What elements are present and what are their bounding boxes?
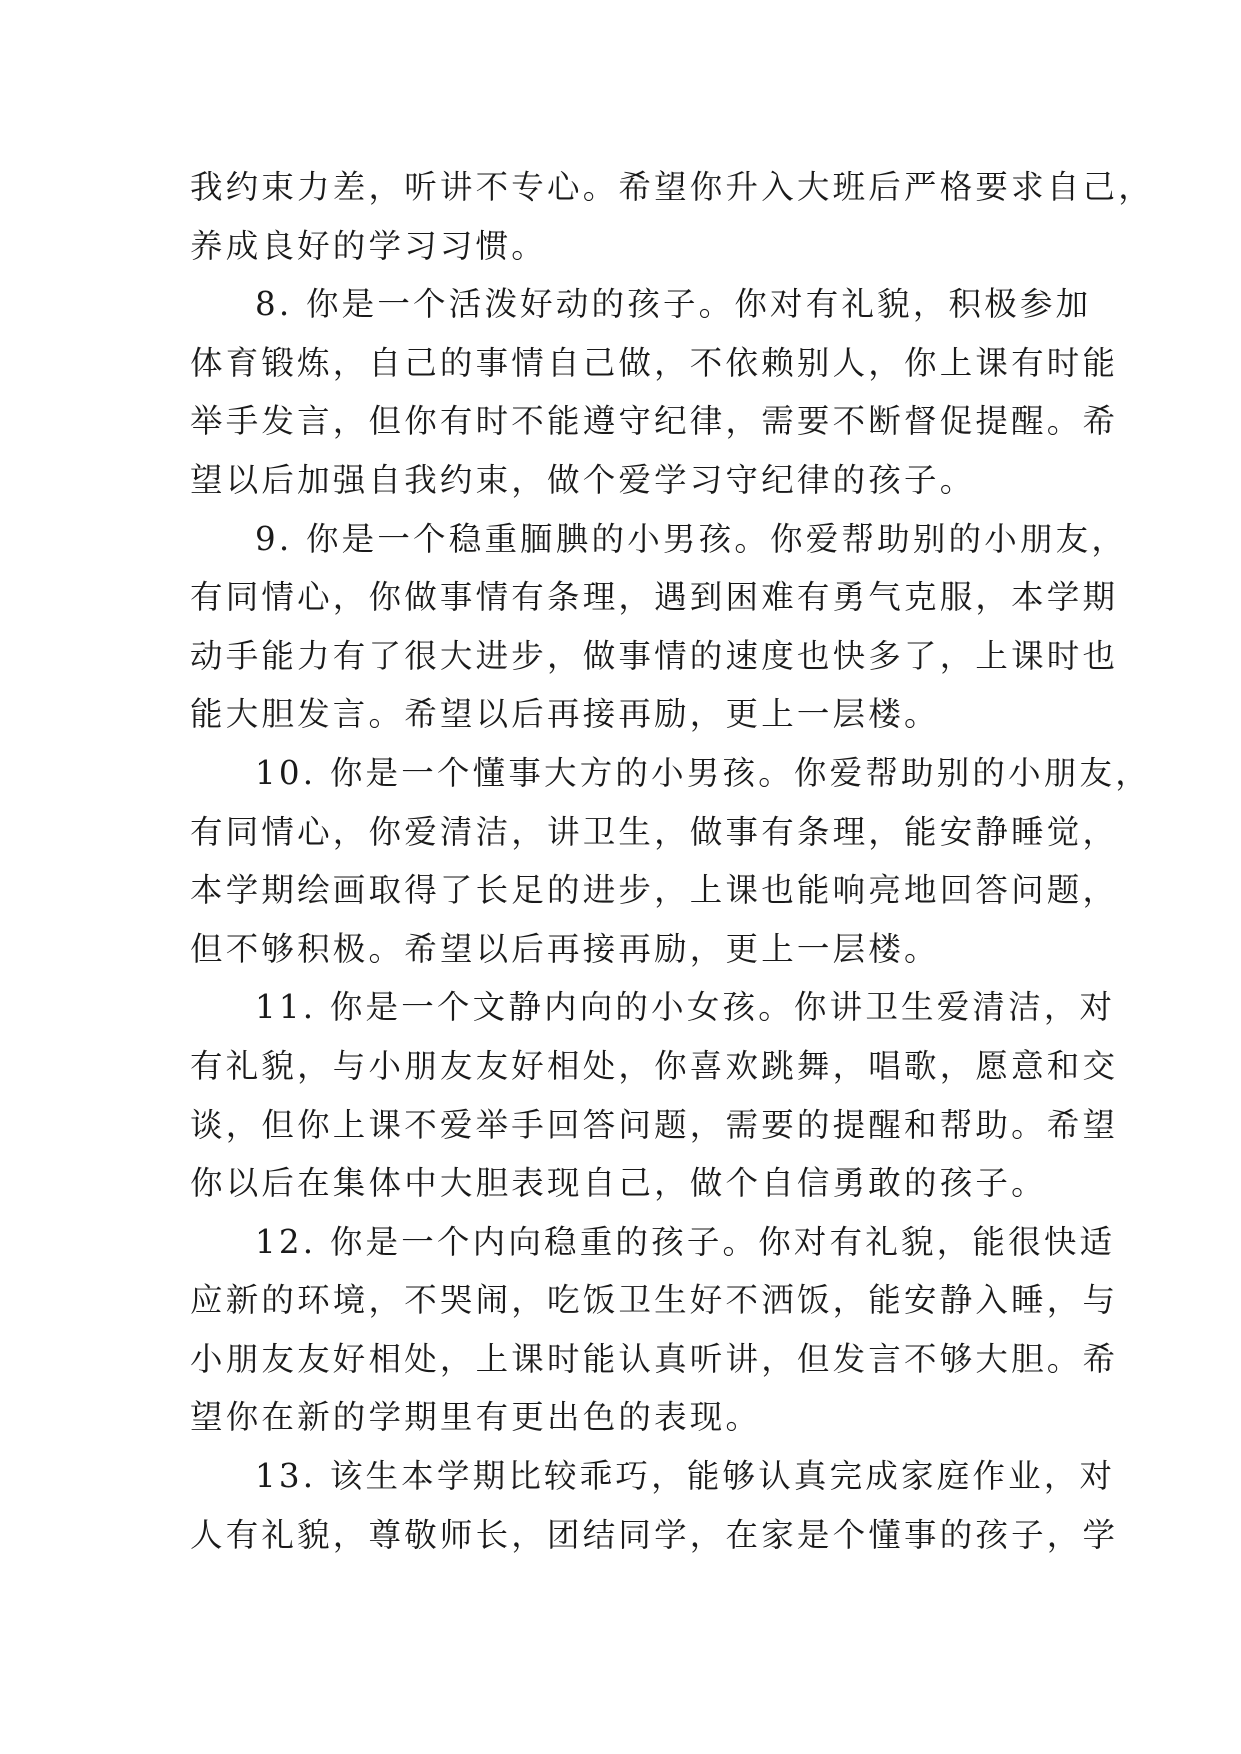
paragraph-start-line: 13. 该生本学期比较乖巧，能够认真完成家庭作业，对 bbox=[255, 1457, 1116, 1496]
text-line: 我约束力差，听讲不专心。希望你升入大班后严格要求自己， bbox=[190, 168, 1154, 206]
text-line: 举手发言，但你有时不能遵守纪律，需要不断督促提醒。希 bbox=[190, 402, 1119, 441]
text-line: 有同情心，你爱清洁，讲卫生，做事有条理，能安静睡觉， bbox=[190, 812, 1119, 851]
text-line: 人有礼貌，尊敬师长，团结同学，在家是个懂事的孩子，学 bbox=[190, 1515, 1119, 1554]
text-line: 但不够积极。希望以后再接再励，更上一层楼。 bbox=[190, 929, 940, 968]
text-line: 本学期绘画取得了长足的进步，上课也能响亮地回答问题， bbox=[190, 871, 1119, 910]
paragraph-start-line: 9. 你是一个稳重腼腆的小男孩。你爱帮助别的小朋友， bbox=[255, 519, 1128, 558]
paragraph-start-line: 10. 你是一个懂事大方的小男孩。你爱帮助别的小朋友， bbox=[255, 753, 1151, 792]
text-line: 应新的环境，不哭闹，吃饭卫生好不洒饭，能安静入睡，与 bbox=[190, 1281, 1119, 1320]
text-line: 有礼貌，与小朋友友好相处，你喜欢跳舞，唱歌，愿意和交 bbox=[190, 1046, 1119, 1085]
text-line: 体育锻炼，自己的事情自己做，不依赖别人，你上课有时能 bbox=[190, 343, 1119, 382]
paragraph-start-line: 11. 你是一个文静内向的小女孩。你讲卫生爱清洁，对 bbox=[255, 988, 1116, 1027]
text-line: 谈，但你上课不爱举手回答问题，需要的提醒和帮助。希望 bbox=[190, 1105, 1119, 1144]
text-line: 养成良好的学习习惯。 bbox=[190, 226, 548, 265]
text-line: 望以后加强自我约束，做个爱学习守纪律的孩子。 bbox=[190, 460, 976, 499]
text-line: 你以后在集体中大胆表现自己，做个自信勇敢的孩子。 bbox=[190, 1164, 1047, 1203]
text-line: 有同情心，你做事情有条理，遇到困难有勇气克服，本学期 bbox=[190, 578, 1119, 617]
text-line: 动手能力有了很大进步，做事情的速度也快多了，上课时也 bbox=[190, 636, 1119, 675]
document-body bbox=[190, 158, 1154, 1564]
text-line: 能大胆发言。希望以后再接再励，更上一层楼。 bbox=[190, 695, 940, 734]
text-line: 望你在新的学期里有更出色的表现。 bbox=[190, 1398, 762, 1437]
paragraph-start-line: 12. 你是一个内向稳重的孩子。你对有礼貌，能很快适 bbox=[255, 1222, 1116, 1261]
text-line: 小朋友友好相处，上课时能认真听讲，但发言不够大胆。希 bbox=[190, 1339, 1119, 1378]
paragraph-start-line: 8. 你是一个活泼好动的孩子。你对有礼貌，积极参加 bbox=[255, 285, 1092, 324]
